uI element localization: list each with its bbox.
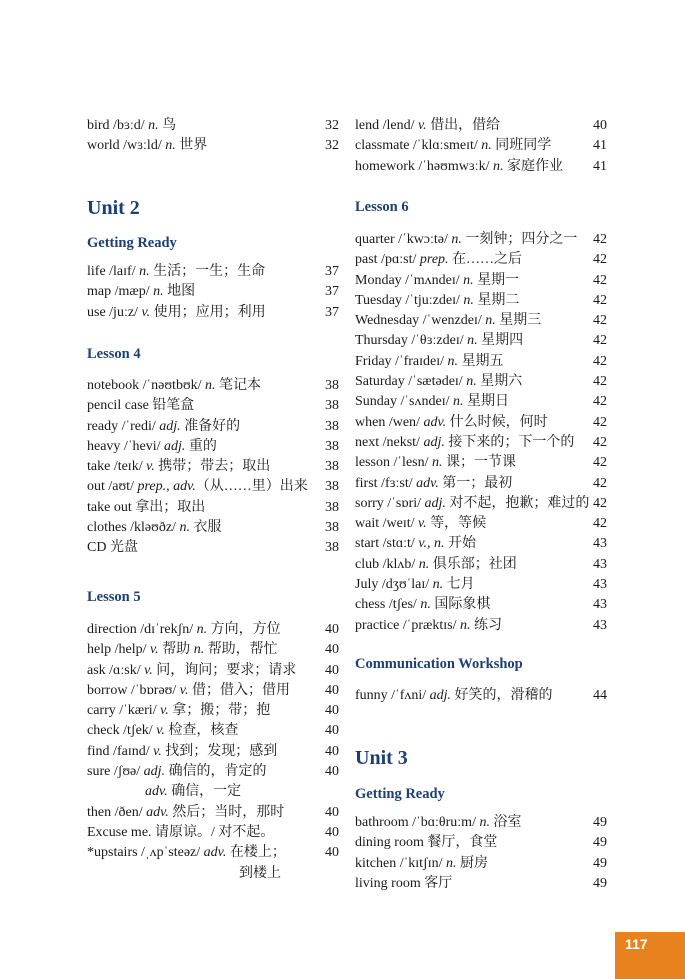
entry-page-number: 44 xyxy=(593,688,607,703)
word-list-unit2-getting-ready xyxy=(87,262,339,323)
word-entry xyxy=(87,721,339,741)
entry-part-of-speech: n. xyxy=(179,520,190,536)
entry-part-of-speech: n. xyxy=(451,232,462,247)
entry-part-of-speech: adj. xyxy=(429,688,452,703)
entry-part-of-speech: v. xyxy=(418,118,427,133)
entry-part-of-speech: n. xyxy=(432,455,443,471)
entry-definition: 地图 xyxy=(163,284,196,300)
entry-part-of-speech: n. xyxy=(420,597,431,613)
entry-word: start /stɑːt/ xyxy=(355,536,419,552)
entry-definition: 星期一 xyxy=(473,272,520,288)
entry-word: *upstairs /ˌʌpˈsteəz/ xyxy=(87,845,204,861)
entry-page-number: 40 xyxy=(325,764,339,780)
entry-page-number: 38 xyxy=(325,438,339,454)
entry-part-of-speech: v. xyxy=(179,682,189,698)
entry-word: then /ðen/ xyxy=(87,804,147,820)
entry-page-number: 37 xyxy=(325,284,339,300)
word-entry xyxy=(355,271,607,291)
entry-definition: 星期三 xyxy=(495,313,542,329)
entry-page-number: 42 xyxy=(593,455,607,471)
entry-word: living room xyxy=(355,875,425,891)
entry-word: dining room xyxy=(355,835,428,851)
entry-part-of-speech: n. xyxy=(467,333,478,349)
entry-part-of-speech: v. xyxy=(150,642,159,658)
word-entry xyxy=(87,498,339,518)
entry-page-number: 40 xyxy=(325,622,339,637)
word-entry xyxy=(87,262,339,282)
entry-page-number: 38 xyxy=(325,418,339,434)
entry-definition: 确信的，肯定的 xyxy=(165,764,267,780)
page-number-tab xyxy=(615,932,685,979)
entry-page-number: 40 xyxy=(325,743,339,759)
entry-definition: 客厅 xyxy=(424,875,453,891)
word-entry xyxy=(355,250,607,270)
entry-definition: 拿；搬；带；抱 xyxy=(168,703,271,719)
entry-page-number: 49 xyxy=(593,875,607,891)
entry-definition: 俱乐部；社团 xyxy=(429,556,517,572)
word-entry-continuation xyxy=(87,782,339,802)
entry-word: bird /bɜːd/ xyxy=(87,118,149,133)
entry-word: Sunday /ˈsʌndeɪ/ xyxy=(355,394,453,410)
entry-word: find /faɪnd/ xyxy=(87,743,154,759)
entry-word: check /tʃek/ xyxy=(87,723,157,739)
entry-page-number: 41 xyxy=(593,158,607,174)
word-entry xyxy=(355,311,607,331)
entry-definition: 浴室 xyxy=(489,815,522,830)
heading-unit3-getting-ready: Getting Ready xyxy=(355,786,445,802)
entry-word: ask /ɑːsk/ xyxy=(87,662,145,678)
entry-definition: 问，询问；要求；请求 xyxy=(152,662,297,678)
entry-word: direction /dɪˈrekʃn/ xyxy=(87,622,197,637)
entry-part-of-speech: v. xyxy=(146,459,155,475)
entry-word: clothes /kləʊðz/ xyxy=(87,520,180,536)
entry-part-of-speech: v. xyxy=(418,516,427,532)
entry-word: help /help/ xyxy=(87,642,150,658)
entry-definition: 七月 xyxy=(443,577,475,593)
entry-page-number: 41 xyxy=(593,138,607,154)
entry-part-of-speech: n. xyxy=(205,378,216,393)
entry-part-of-speech: n. xyxy=(463,292,474,308)
word-entry xyxy=(355,157,607,177)
entry-definition: 对不起，抱歉；难过的 xyxy=(445,495,590,511)
entry-word: when /wen/ xyxy=(355,414,424,430)
entry-page-number: 42 xyxy=(593,495,607,511)
entry-part-of-speech: n. xyxy=(418,556,430,572)
entry-part-of-speech: v. xyxy=(141,304,151,320)
entry-page-number: 40 xyxy=(593,118,607,133)
entry-part-of-speech: n. xyxy=(148,118,159,133)
entry-part-of-speech: prep., adv. xyxy=(137,479,196,495)
entry-word: notebook /ˈnəʊtbʊk/ xyxy=(87,378,206,393)
entry-part-of-speech: adj. xyxy=(159,418,181,434)
entry-definition: 鸟 xyxy=(158,118,177,133)
entry-page-number: 40 xyxy=(325,682,339,698)
entry-page-number: 43 xyxy=(593,617,607,633)
entry-part-of-speech: n. xyxy=(432,577,444,593)
entry-definition: 然后；当时，那时 xyxy=(168,804,285,820)
entry-part-of-speech: n. xyxy=(453,394,464,410)
entry-page-number: 32 xyxy=(325,138,339,154)
entry-part-of-speech: n. xyxy=(193,642,205,658)
entry-page-number: 37 xyxy=(325,264,339,279)
entry-word: Monday /ˈmʌndeɪ/ xyxy=(355,272,464,288)
entry-definition: 练习 xyxy=(470,617,502,633)
entry-page-number: 43 xyxy=(593,556,607,572)
heading-communication-workshop: Communication Workshop xyxy=(355,656,523,672)
word-entry xyxy=(87,701,339,721)
entry-word: sorry /ˈsɒri/ xyxy=(355,495,425,511)
entry-word: map /mæp/ xyxy=(87,284,154,300)
entry-page-number: 42 xyxy=(593,434,607,450)
word-entry xyxy=(87,136,339,156)
entry-page-number: 38 xyxy=(325,540,339,556)
word-list-unit3-getting-ready xyxy=(355,813,607,894)
entry-page-number: 40 xyxy=(325,845,339,861)
entry-word: classmate /ˈklɑːsmeɪt/ xyxy=(355,138,482,154)
entry-definition: 借出，借给 xyxy=(426,118,501,133)
entry-part-of-speech: adv. xyxy=(146,804,169,820)
entry-page-number: 42 xyxy=(593,333,607,349)
word-entry xyxy=(87,661,339,681)
entry-part-of-speech: v. xyxy=(156,723,165,739)
page-number: 117 xyxy=(625,936,648,952)
heading-lesson-4: Lesson 4 xyxy=(87,346,141,362)
word-entry xyxy=(355,534,607,554)
entry-page-number: 40 xyxy=(325,824,339,840)
heading-unit-3: Unit 3 xyxy=(355,747,408,769)
entry-part-of-speech: adv. xyxy=(416,475,439,491)
entry-definition: 星期四 xyxy=(477,333,524,349)
word-entry xyxy=(355,136,607,156)
entry-part-of-speech: n. xyxy=(165,138,176,154)
entry-part-of-speech: n. xyxy=(492,158,504,174)
word-list-lesson-6 xyxy=(355,230,607,636)
entry-definition: 笔记本 xyxy=(215,378,262,393)
entry-part-of-speech: n. xyxy=(447,353,459,369)
entry-page-number: 42 xyxy=(593,394,607,410)
word-entry xyxy=(87,803,339,823)
word-list-lesson-5 xyxy=(87,620,339,884)
entry-word: sure /ʃʊə/ xyxy=(87,764,144,780)
entry-page-number: 42 xyxy=(593,232,607,247)
entry-definition: 检查，核查 xyxy=(164,723,239,739)
entry-word: Saturday /ˈsætədeɪ/ xyxy=(355,374,467,390)
word-entry xyxy=(87,843,339,863)
entry-page-number: 38 xyxy=(325,459,339,475)
entry-definition: 帮助 xyxy=(158,642,194,658)
entry-word: first /fɜːst/ xyxy=(355,475,417,491)
entry-word: out /aʊt/ xyxy=(87,479,138,495)
entry-word: kitchen /ˈkɪtʃɪn/ xyxy=(355,855,446,871)
word-entry xyxy=(355,116,607,136)
entry-definition: 衣服 xyxy=(189,520,222,536)
word-entry xyxy=(355,555,607,575)
entry-page-number: 38 xyxy=(325,398,339,414)
entry-word: funny /ˈfʌni/ xyxy=(355,688,430,703)
entry-definition: （从……里）出来 xyxy=(195,479,308,495)
entry-definition: 准备好的 xyxy=(180,418,241,434)
entry-definition: 开始 xyxy=(444,536,477,552)
word-entry xyxy=(355,874,607,894)
entry-definition: 找到；发现；感到 xyxy=(161,743,278,759)
entry-page-number: 40 xyxy=(325,723,339,739)
entry-word: July /dʒʊˈlaɪ/ xyxy=(355,577,433,593)
entry-definition: 国际象棋 xyxy=(430,597,491,613)
entry-page-number: 40 xyxy=(325,662,339,678)
word-entry xyxy=(355,372,607,392)
entry-word: next /nekst/ xyxy=(355,434,424,450)
entry-word: carry /ˈkæri/ xyxy=(87,703,161,719)
entry-part-of-speech: adj. xyxy=(424,495,446,511)
entry-word: use /juːz/ xyxy=(87,304,142,320)
entry-word: lend /lend/ xyxy=(355,118,418,133)
entry-definition: 星期六 xyxy=(476,374,523,390)
word-entry xyxy=(87,620,339,640)
entry-definition: 接下来的；下一个的 xyxy=(444,434,575,450)
entry-definition: 厨房 xyxy=(456,855,488,871)
word-entry xyxy=(355,595,607,615)
word-entry xyxy=(355,474,607,494)
word-entry xyxy=(355,392,607,412)
entry-page-number: 32 xyxy=(325,118,339,133)
word-entry xyxy=(87,538,339,558)
entry-page-number: 49 xyxy=(593,815,607,830)
entry-word: Wednesday /ˈwenzdeɪ/ xyxy=(355,313,486,329)
word-entry xyxy=(355,616,607,636)
entry-page-number: 42 xyxy=(593,414,607,430)
entry-definition: 使用；应用；利用 xyxy=(150,304,266,320)
entry-word: life /laɪf/ xyxy=(87,264,140,279)
word-entry xyxy=(355,352,607,372)
word-list-lesson-4 xyxy=(87,376,339,559)
entry-definition: 铅笔盒 xyxy=(152,398,195,414)
entry-definition: 光盘 xyxy=(109,540,138,556)
entry-part-of-speech: n. xyxy=(463,272,474,288)
entry-word: take /teɪk/ xyxy=(87,459,147,475)
word-entry xyxy=(87,417,339,437)
entry-word: wait /weɪt/ xyxy=(355,516,418,532)
entry-page-number: 40 xyxy=(325,703,339,719)
entry-part-of-speech: adj. xyxy=(423,434,445,450)
word-entry xyxy=(355,854,607,874)
word-entry xyxy=(355,686,607,706)
entry-definition: 世界 xyxy=(175,138,208,154)
entry-definition: 帮助，帮忙 xyxy=(204,642,278,658)
entry-definition: 到楼上 xyxy=(239,865,281,881)
word-entry xyxy=(355,433,607,453)
word-entry xyxy=(355,230,607,250)
word-entry xyxy=(87,116,339,136)
entry-definition: 拿出；取出 xyxy=(135,499,206,515)
word-entry xyxy=(355,413,607,433)
entry-page-number: 38 xyxy=(325,479,339,495)
word-list-lesson-5-continued xyxy=(355,116,607,177)
entry-page-number: 42 xyxy=(593,292,607,308)
entry-part-of-speech: prep. xyxy=(419,252,449,268)
word-entry xyxy=(87,640,339,660)
entry-page-number: 43 xyxy=(593,536,607,552)
entry-part-of-speech: n. xyxy=(139,264,150,279)
entry-definition: 在楼上； xyxy=(226,845,286,861)
entry-word: lesson /ˈlesn/ xyxy=(355,455,432,471)
word-entry xyxy=(355,494,607,514)
entry-page-number: 42 xyxy=(593,313,607,329)
entry-page-number: 40 xyxy=(325,804,339,820)
entry-definition: 星期五 xyxy=(458,353,504,369)
entry-definition: 课；一节课 xyxy=(442,455,516,471)
entry-part-of-speech: v. xyxy=(160,703,169,719)
entry-part-of-speech: adv. xyxy=(145,784,168,800)
entry-page-number: 49 xyxy=(593,835,607,851)
word-entry xyxy=(87,823,339,843)
entry-page-number: 37 xyxy=(325,304,339,320)
entry-page-number: 43 xyxy=(593,597,607,613)
entry-part-of-speech: v., n. xyxy=(418,536,445,552)
word-entry xyxy=(87,396,339,416)
word-entry xyxy=(87,681,339,701)
word-entry xyxy=(355,575,607,595)
word-entry xyxy=(355,291,607,311)
entry-part-of-speech: v. xyxy=(153,743,162,759)
entry-definition: 一刻钟；四分之一 xyxy=(461,232,578,247)
entry-definition: 重的 xyxy=(185,438,217,454)
entry-part-of-speech: n. xyxy=(196,622,208,637)
entry-part-of-speech: adj. xyxy=(143,764,166,780)
entry-definition: 借；借入；借用 xyxy=(188,682,290,698)
word-list-communication-workshop xyxy=(355,686,607,706)
entry-word: homework /ˈhəʊmwɜːk/ xyxy=(355,158,493,174)
entry-word: quarter /ˈkwɔːtə/ xyxy=(355,232,452,247)
entry-part-of-speech: n. xyxy=(466,374,477,390)
word-entry xyxy=(87,376,339,396)
entry-page-number: 42 xyxy=(593,374,607,390)
entry-page-number: 38 xyxy=(325,378,339,393)
heading-unit-2: Unit 2 xyxy=(87,197,140,219)
entry-part-of-speech: adv. xyxy=(423,414,447,430)
entry-definition: 星期二 xyxy=(473,292,520,308)
entry-definition: 等，等候 xyxy=(426,516,487,532)
word-entry xyxy=(355,833,607,853)
entry-page-number: 42 xyxy=(593,475,607,491)
entry-part-of-speech: n. xyxy=(153,284,164,300)
entry-page-number: 42 xyxy=(593,353,607,369)
entry-part-of-speech: n. xyxy=(445,855,457,871)
word-entry xyxy=(87,477,339,497)
entry-page-number: 49 xyxy=(593,855,607,871)
word-entry xyxy=(355,331,607,351)
entry-word: club /klʌb/ xyxy=(355,556,419,572)
entry-word: Thursday /ˈθɜːzdeɪ/ xyxy=(355,333,468,349)
entry-definition: 同班同学 xyxy=(491,138,552,154)
entry-page-number: 42 xyxy=(593,252,607,268)
entry-definition: 家庭作业 xyxy=(503,158,563,174)
entry-word: chess /tʃes/ xyxy=(355,597,421,613)
entry-part-of-speech: n. xyxy=(479,815,490,830)
heading-getting-ready: Getting Ready xyxy=(87,235,177,251)
entry-definition: 确信，一定 xyxy=(167,784,242,800)
entry-definition: 携带；带去；取出 xyxy=(154,459,271,475)
entry-definition: 星期日 xyxy=(463,394,509,410)
entry-definition: 好笑的，滑稽的 xyxy=(451,688,553,703)
entry-definition: 餐厅，食堂 xyxy=(427,835,498,851)
entry-word: Friday /ˈfraɪdeɪ/ xyxy=(355,353,448,369)
entry-page-number: 42 xyxy=(593,272,607,288)
entry-page-number: 38 xyxy=(325,520,339,536)
word-entry xyxy=(355,813,607,833)
entry-definition: 什么时候，何时 xyxy=(446,414,548,430)
entry-part-of-speech: n. xyxy=(485,313,496,329)
word-entry xyxy=(87,762,339,782)
word-entry xyxy=(87,303,339,323)
word-entry xyxy=(87,518,339,538)
heading-lesson-5: Lesson 5 xyxy=(87,589,141,605)
entry-word: world /wɜːld/ xyxy=(87,138,166,154)
word-entry xyxy=(87,282,339,302)
entry-part-of-speech: n. xyxy=(459,617,471,633)
heading-lesson-6: Lesson 6 xyxy=(355,199,409,215)
entry-part-of-speech: v. xyxy=(144,662,153,678)
entry-definition: 方向，方位 xyxy=(207,622,281,637)
word-list-unit1-tail xyxy=(87,116,339,157)
word-entry xyxy=(87,437,339,457)
entry-word: heavy /ˈhevi/ xyxy=(87,438,164,454)
entry-word: Excuse me. xyxy=(87,824,156,840)
entry-word: practice /ˈpræktɪs/ xyxy=(355,617,460,633)
word-entry xyxy=(355,453,607,473)
entry-word: Tuesday /ˈtjuːzdeɪ/ xyxy=(355,292,464,308)
entry-word: ready /ˈredi/ xyxy=(87,418,160,434)
entry-definition: 请原谅。/ 对不起。 xyxy=(155,824,275,840)
entry-word: pencil case xyxy=(87,398,153,414)
entry-part-of-speech: adj. xyxy=(163,438,186,454)
entry-part-of-speech: n. xyxy=(481,138,492,154)
entry-definition: 在……之后 xyxy=(448,252,523,268)
word-entry-continuation xyxy=(87,864,339,884)
entry-word: borrow /ˈbɒrəʊ/ xyxy=(87,682,180,698)
entry-part-of-speech: adv. xyxy=(203,845,227,861)
entry-word: take out xyxy=(87,499,136,515)
entry-definition: 生活；一生；生命 xyxy=(149,264,266,279)
entry-page-number: 40 xyxy=(325,642,339,658)
entry-page-number: 42 xyxy=(593,516,607,532)
entry-word: CD xyxy=(87,540,110,556)
word-entry xyxy=(87,457,339,477)
entry-definition: 第一；最初 xyxy=(438,475,513,491)
entry-word: past /pɑːst/ xyxy=(355,252,420,268)
entry-page-number: 38 xyxy=(325,499,339,515)
word-entry xyxy=(355,514,607,534)
entry-page-number: 43 xyxy=(593,577,607,593)
entry-word: bathroom /ˈbɑːθruːm/ xyxy=(355,815,480,830)
word-entry xyxy=(87,742,339,762)
